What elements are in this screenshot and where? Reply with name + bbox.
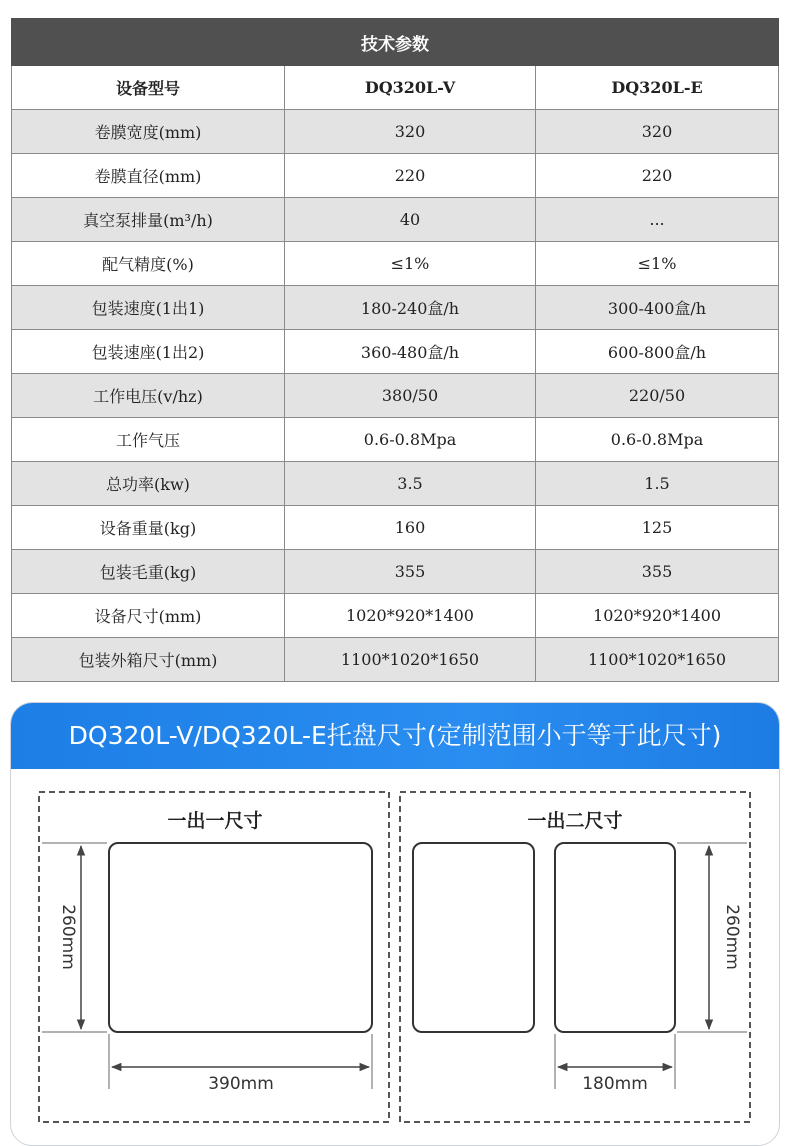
panel-one-out-one	[39, 792, 389, 1122]
header-cell: DQ320L-E	[536, 66, 779, 110]
table-row	[12, 330, 779, 374]
pallet-size-card	[10, 702, 780, 1146]
row-label: 总功率(kw)	[12, 462, 285, 506]
row-value: ≤1%	[285, 242, 536, 286]
table-row	[12, 638, 779, 682]
row-value: 1100*1020*1650	[285, 638, 536, 682]
table-row	[12, 550, 779, 594]
row-value: ...	[536, 198, 779, 242]
row-label: 设备尺寸(mm)	[12, 594, 285, 638]
right-panel-title: 一出二尺寸	[527, 810, 623, 832]
row-value: 300-400盒/h	[536, 286, 779, 330]
row-label: 工作气压	[12, 418, 285, 462]
row-value: 320	[285, 110, 536, 154]
row-value: 220/50	[536, 374, 779, 418]
pallet-tray-large	[109, 843, 372, 1032]
row-label: 卷膜宽度(mm)	[12, 110, 285, 154]
table-row	[12, 242, 779, 286]
table-row	[12, 286, 779, 330]
pallet-card-title: DQ320L-V/DQ320L-E托盘尺寸(定制范围小于等于此尺寸)	[11, 703, 779, 769]
row-value: 600-800盒/h	[536, 330, 779, 374]
right-width-label: 180mm	[582, 1074, 648, 1094]
left-height-label: 260mm	[58, 904, 78, 970]
table-row	[12, 110, 779, 154]
table-row	[12, 418, 779, 462]
pallet-tray-small	[555, 843, 675, 1032]
pallet-diagram	[11, 769, 779, 1145]
left-panel-title: 一出一尺寸	[167, 810, 263, 832]
row-value: 1.5	[536, 462, 779, 506]
table-title: 技术参数	[12, 19, 779, 66]
header-cell: DQ320L-V	[285, 66, 536, 110]
row-value: 1020*920*1400	[536, 594, 779, 638]
table-row	[12, 506, 779, 550]
spec-table	[11, 18, 779, 682]
row-value: 320	[536, 110, 779, 154]
row-label: 包装外箱尺寸(mm)	[12, 638, 285, 682]
row-value: 180-240盒/h	[285, 286, 536, 330]
row-label: 配气精度(%)	[12, 242, 285, 286]
row-value: 355	[536, 550, 779, 594]
table-row	[12, 462, 779, 506]
row-value: 380/50	[285, 374, 536, 418]
row-value: 0.6-0.8Mpa	[536, 418, 779, 462]
row-value: 125	[536, 506, 779, 550]
row-label: 真空泵排量(m³/h)	[12, 198, 285, 242]
row-label: 设备重量(kg)	[12, 506, 285, 550]
table-row	[12, 198, 779, 242]
row-label: 包装速度(1出1)	[12, 286, 285, 330]
table-row	[12, 154, 779, 198]
table-header-row	[12, 66, 779, 110]
row-label: 包装毛重(kg)	[12, 550, 285, 594]
pallet-tray-small	[413, 843, 534, 1032]
row-value: 220	[536, 154, 779, 198]
row-label: 包装速座(1出2)	[12, 330, 285, 374]
row-value: 40	[285, 198, 536, 242]
panel-one-out-two	[400, 792, 750, 1122]
row-value: 220	[285, 154, 536, 198]
left-width-label: 390mm	[208, 1074, 274, 1094]
row-label: 工作电压(v/hz)	[12, 374, 285, 418]
row-value: 0.6-0.8Mpa	[285, 418, 536, 462]
row-label: 卷膜直径(mm)	[12, 154, 285, 198]
row-value: 160	[285, 506, 536, 550]
row-value: 355	[285, 550, 536, 594]
table-row	[12, 374, 779, 418]
row-value: 3.5	[285, 462, 536, 506]
row-value: ≤1%	[536, 242, 779, 286]
row-value: 360-480盒/h	[285, 330, 536, 374]
row-value: 1020*920*1400	[285, 594, 536, 638]
right-height-label: 260mm	[722, 904, 742, 970]
header-cell: 设备型号	[12, 66, 285, 110]
table-row	[12, 594, 779, 638]
row-value: 1100*1020*1650	[536, 638, 779, 682]
